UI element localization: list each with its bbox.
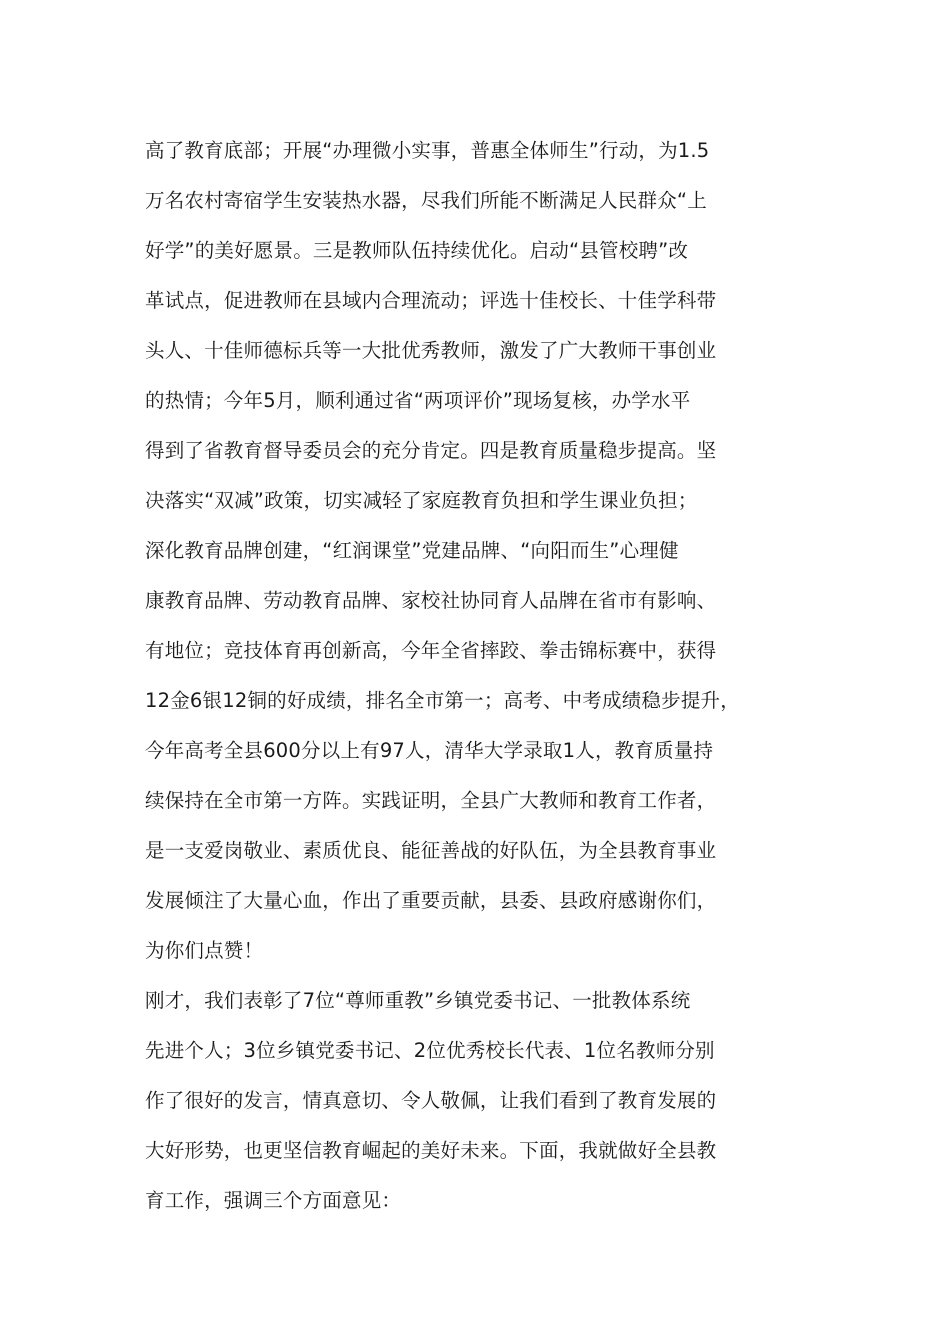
paragraph-1-line-11: 有地位；竞技体育再创新高，今年全省摔跤、拳击锦标赛中，获得 <box>145 639 717 662</box>
paragraph-1-line-6: 的热情；今年5月，顺利通过省“两项评价”现场复核，办学水平 <box>145 389 691 412</box>
paragraph-1-line-15: 是一支爱岗敬业、素质优良、能征善战的好队伍，为全县教育事业 <box>145 839 717 862</box>
paragraph-1-line-17: 为你们点赞！ <box>145 939 264 962</box>
paragraph-1-line-8: 决落实“双减”政策，切实减轻了家庭教育负担和学生课业负担； <box>145 489 698 512</box>
paragraph-1-line-7: 得到了省教育督导委员会的充分肯定。四是教育质量稳步提高。坚 <box>145 439 717 462</box>
paragraph-1-line-4: 革试点，促进教师在县域内合理流动；评选十佳校长、十佳学科带 <box>145 289 717 312</box>
paragraph-1-line-5: 头人、十佳师德标兵等一大批优秀教师，激发了广大教师干事创业 <box>145 339 717 362</box>
paragraph-1-line-2: 万名农村寄宿学生安装热水器，尽我们所能不断满足人民群众“上 <box>145 189 707 212</box>
paragraph-1-line-14: 续保持在全市第一方阵。实践证明，全县广大教师和教育工作者， <box>145 789 717 812</box>
paragraph-2-line-5: 育工作，强调三个方面意见： <box>145 1189 402 1212</box>
paragraph-1-line-3: 好学”的美好愿景。三是教师队伍持续优化。启动“县管校聘”改 <box>145 239 689 262</box>
paragraph-2-line-1: 刚才，我们表彰了7位“尊师重教”乡镇党委书记、一批教体系统 <box>145 989 691 1012</box>
paragraph-1-line-10: 康教育品牌、劳动教育品牌、家校社协同育人品牌在省市有影响、 <box>145 589 717 612</box>
paragraph-2-line-4: 大好形势，也更坚信教育崛起的美好未来。下面，我就做好全县教 <box>145 1139 717 1162</box>
paragraph-2-line-2: 先进个人；3位乡镇党委书记、2位优秀校长代表、1位名教师分别 <box>145 1039 715 1062</box>
paragraph-1-line-12: 12金6银12铜的好成绩，排名全市第一；高考、中考成绩稳步提升， <box>145 689 740 712</box>
paragraph-1-line-16: 发展倾注了大量心血，作出了重要贡献，县委、县政府感谢你们， <box>145 889 717 912</box>
paragraph-1-line-9: 深化教育品牌创建，“红润课堂”党建品牌、“向阳而生”心理健 <box>145 539 679 562</box>
paragraph-1-line-13: 今年高考全县600分以上有97人，清华大学录取1人，教育质量持 <box>145 739 714 762</box>
paragraph-2-line-3: 作了很好的发言，情真意切、令人敬佩，让我们看到了教育发展的 <box>145 1089 717 1112</box>
paragraph-1-line-1: 高了教育底部；开展“办理微小实事，普惠全体师生”行动，为1.5 <box>145 139 710 162</box>
